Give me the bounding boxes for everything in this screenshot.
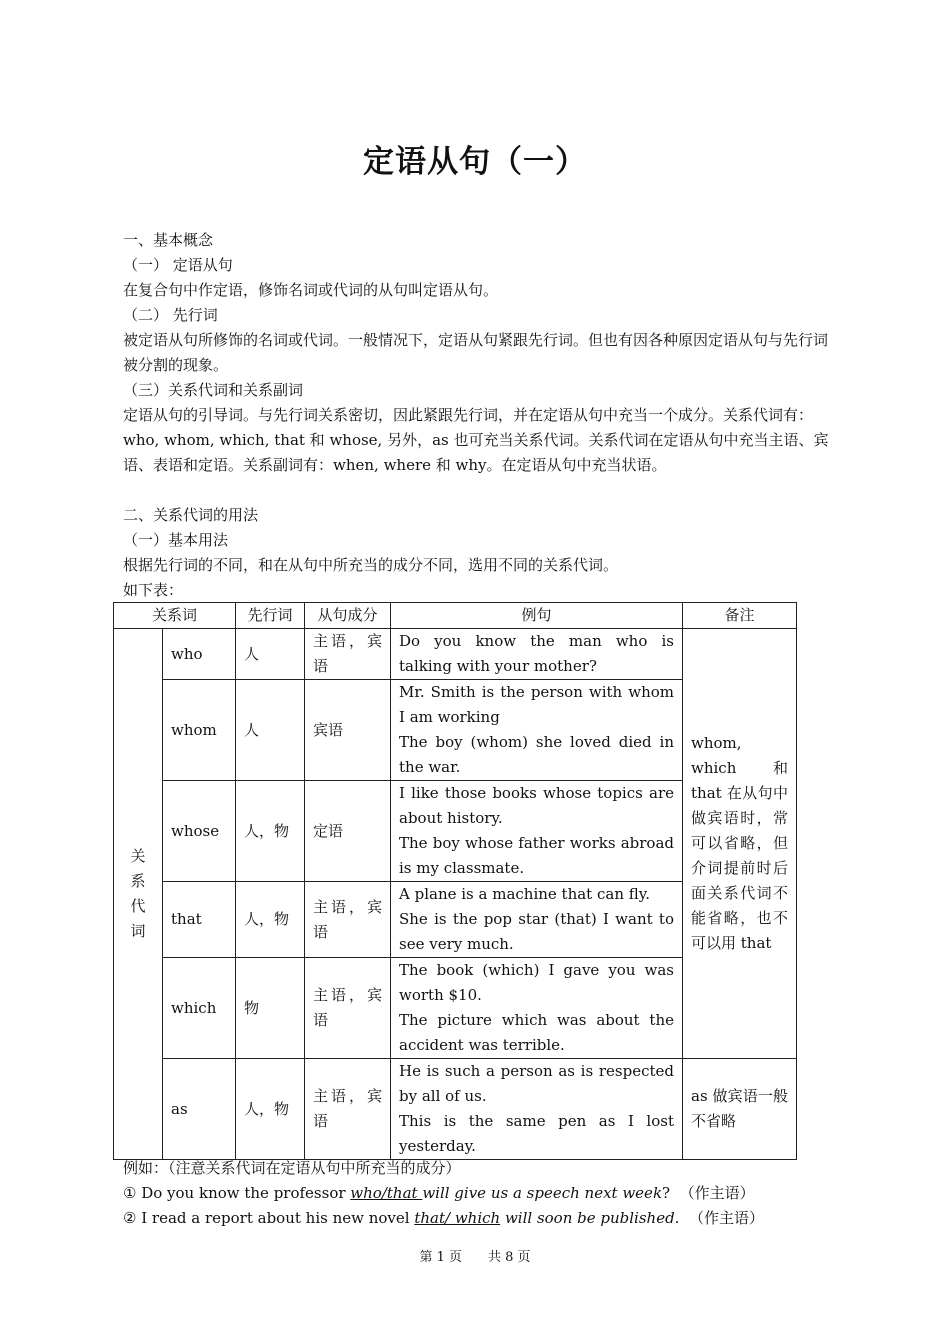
cell-role: 主语，宾语 xyxy=(305,1059,391,1160)
examples-intro: 例如：（注意关系代词在定语从句中所充当的成分） xyxy=(123,1159,461,1177)
paragraph-attributive-clause: 在复合句中作定语，修饰名词或代词的从句叫定语从句。 xyxy=(123,281,499,299)
cell-note-main: whom, which 和 that 在从句中做宾语时，常可以省略，但介词提前时后面关系代词不能省略，也不可以用 that xyxy=(683,629,797,1059)
header-note: 备注 xyxy=(683,603,797,629)
cell-word: whom xyxy=(163,680,236,781)
cell-word: who xyxy=(163,629,236,680)
cell-example: Mr. Smith is the person with whom I am working The boy (whom) she loved died in the war. xyxy=(391,680,683,781)
group-label-cell: 关系代词 xyxy=(114,629,163,1160)
cell-word: whose xyxy=(163,781,236,882)
page-footer xyxy=(0,1246,950,1265)
cell-antecedent: 人，物 xyxy=(236,882,305,958)
cell-role: 主语，宾语 xyxy=(305,882,391,958)
cell-example: The book (which) I gave you was worth $10. The picture which was about the accident was terrible. xyxy=(391,958,683,1059)
cell-example: He is such a person as is respected by all of us. This is the same pen as I lost yesterday. xyxy=(391,1059,683,1160)
paragraph-antecedent: 被定语从句所修饰的名词或代词。一般情况下，定语从句紧跟先行词。但也有因各种原因定语从句与先行词被分割的现象。 xyxy=(123,331,829,374)
cell-role: 主语，宾语 xyxy=(305,629,391,680)
examples-section xyxy=(123,1156,833,1231)
example-sentence-2: ② I read a report about his new novel that/ which will soon be published. （作主语） xyxy=(123,1209,765,1227)
cell-example: Do you know the man who is talking with your mother? xyxy=(391,629,683,680)
example-sentence-1: ① Do you know the professor who/that will give us a speech next week? （作主语） xyxy=(123,1184,755,1202)
page-total: 共 8 页 xyxy=(488,1250,531,1265)
example-note-1: （作主语） xyxy=(679,1184,755,1202)
cell-role: 定语 xyxy=(305,781,391,882)
example-note-2: （作主语） xyxy=(689,1209,765,1227)
table-intro: 如下表： xyxy=(123,581,184,599)
header-example: 例句 xyxy=(391,603,683,629)
subheading-relative-words: （三）关系代词和关系副词 xyxy=(123,381,304,399)
subheading-antecedent: （二） 先行词 xyxy=(123,306,218,324)
cell-antecedent: 人，物 xyxy=(236,781,305,882)
header-relative-word: 关系词 xyxy=(114,603,236,629)
cell-antecedent: 人，物 xyxy=(236,1059,305,1160)
table-row xyxy=(114,629,797,680)
page-number: 第 1 页 xyxy=(419,1250,462,1265)
page-title: 定语从句（一） xyxy=(363,144,587,180)
relative-pronoun-table xyxy=(113,602,797,1160)
subheading-basic-usage: （一）基本用法 xyxy=(123,531,229,549)
paragraph-basic-usage: 根据先行词的不同，和在从句中所充当的成分不同，选用不同的关系代词。 xyxy=(123,556,619,574)
cell-role: 主语，宾语 xyxy=(305,958,391,1059)
cell-antecedent: 人 xyxy=(236,629,305,680)
concepts-section xyxy=(123,228,833,603)
header-antecedent: 先行词 xyxy=(236,603,305,629)
subheading-attributive-clause: （一） 定语从句 xyxy=(123,256,233,274)
cell-example: A plane is a machine that can fly. She is the pop star (that) I want to see very much. xyxy=(391,882,683,958)
section-heading-relative-pronouns: 二、关系代词的用法 xyxy=(123,506,259,524)
cell-example: I like those books whose topics are about history. The boy whose father works abroad is my classmate. xyxy=(391,781,683,882)
example-answer-2: that/ which xyxy=(414,1209,501,1227)
cell-role: 宾语 xyxy=(305,680,391,781)
cell-antecedent: 物 xyxy=(236,958,305,1059)
table-header-row xyxy=(114,603,797,629)
header-clause-role: 从句成分 xyxy=(305,603,391,629)
cell-word: as xyxy=(163,1059,236,1160)
cell-note-as: as 做宾语一般不省略 xyxy=(683,1059,797,1160)
cell-word: that xyxy=(163,882,236,958)
cell-word: which xyxy=(163,958,236,1059)
cell-antecedent: 人 xyxy=(236,680,305,781)
example-answer-1: who/that xyxy=(350,1184,423,1202)
paragraph-relative-words: 定语从句的引导词。与先行词关系密切，因此紧跟先行词，并在定语从句中充当一个成分。关系代词有：who, whom, which, that 和 whose, 另外，as 也可充当关系代词。关系代词在定语从句中充当主语、宾语、表语和定语。关系副词有：when, where 和 why。在定语从句中充当状语。 xyxy=(123,406,829,474)
table-row xyxy=(114,1059,797,1160)
section-heading-basic-concepts: 一、基本概念 xyxy=(123,231,214,249)
